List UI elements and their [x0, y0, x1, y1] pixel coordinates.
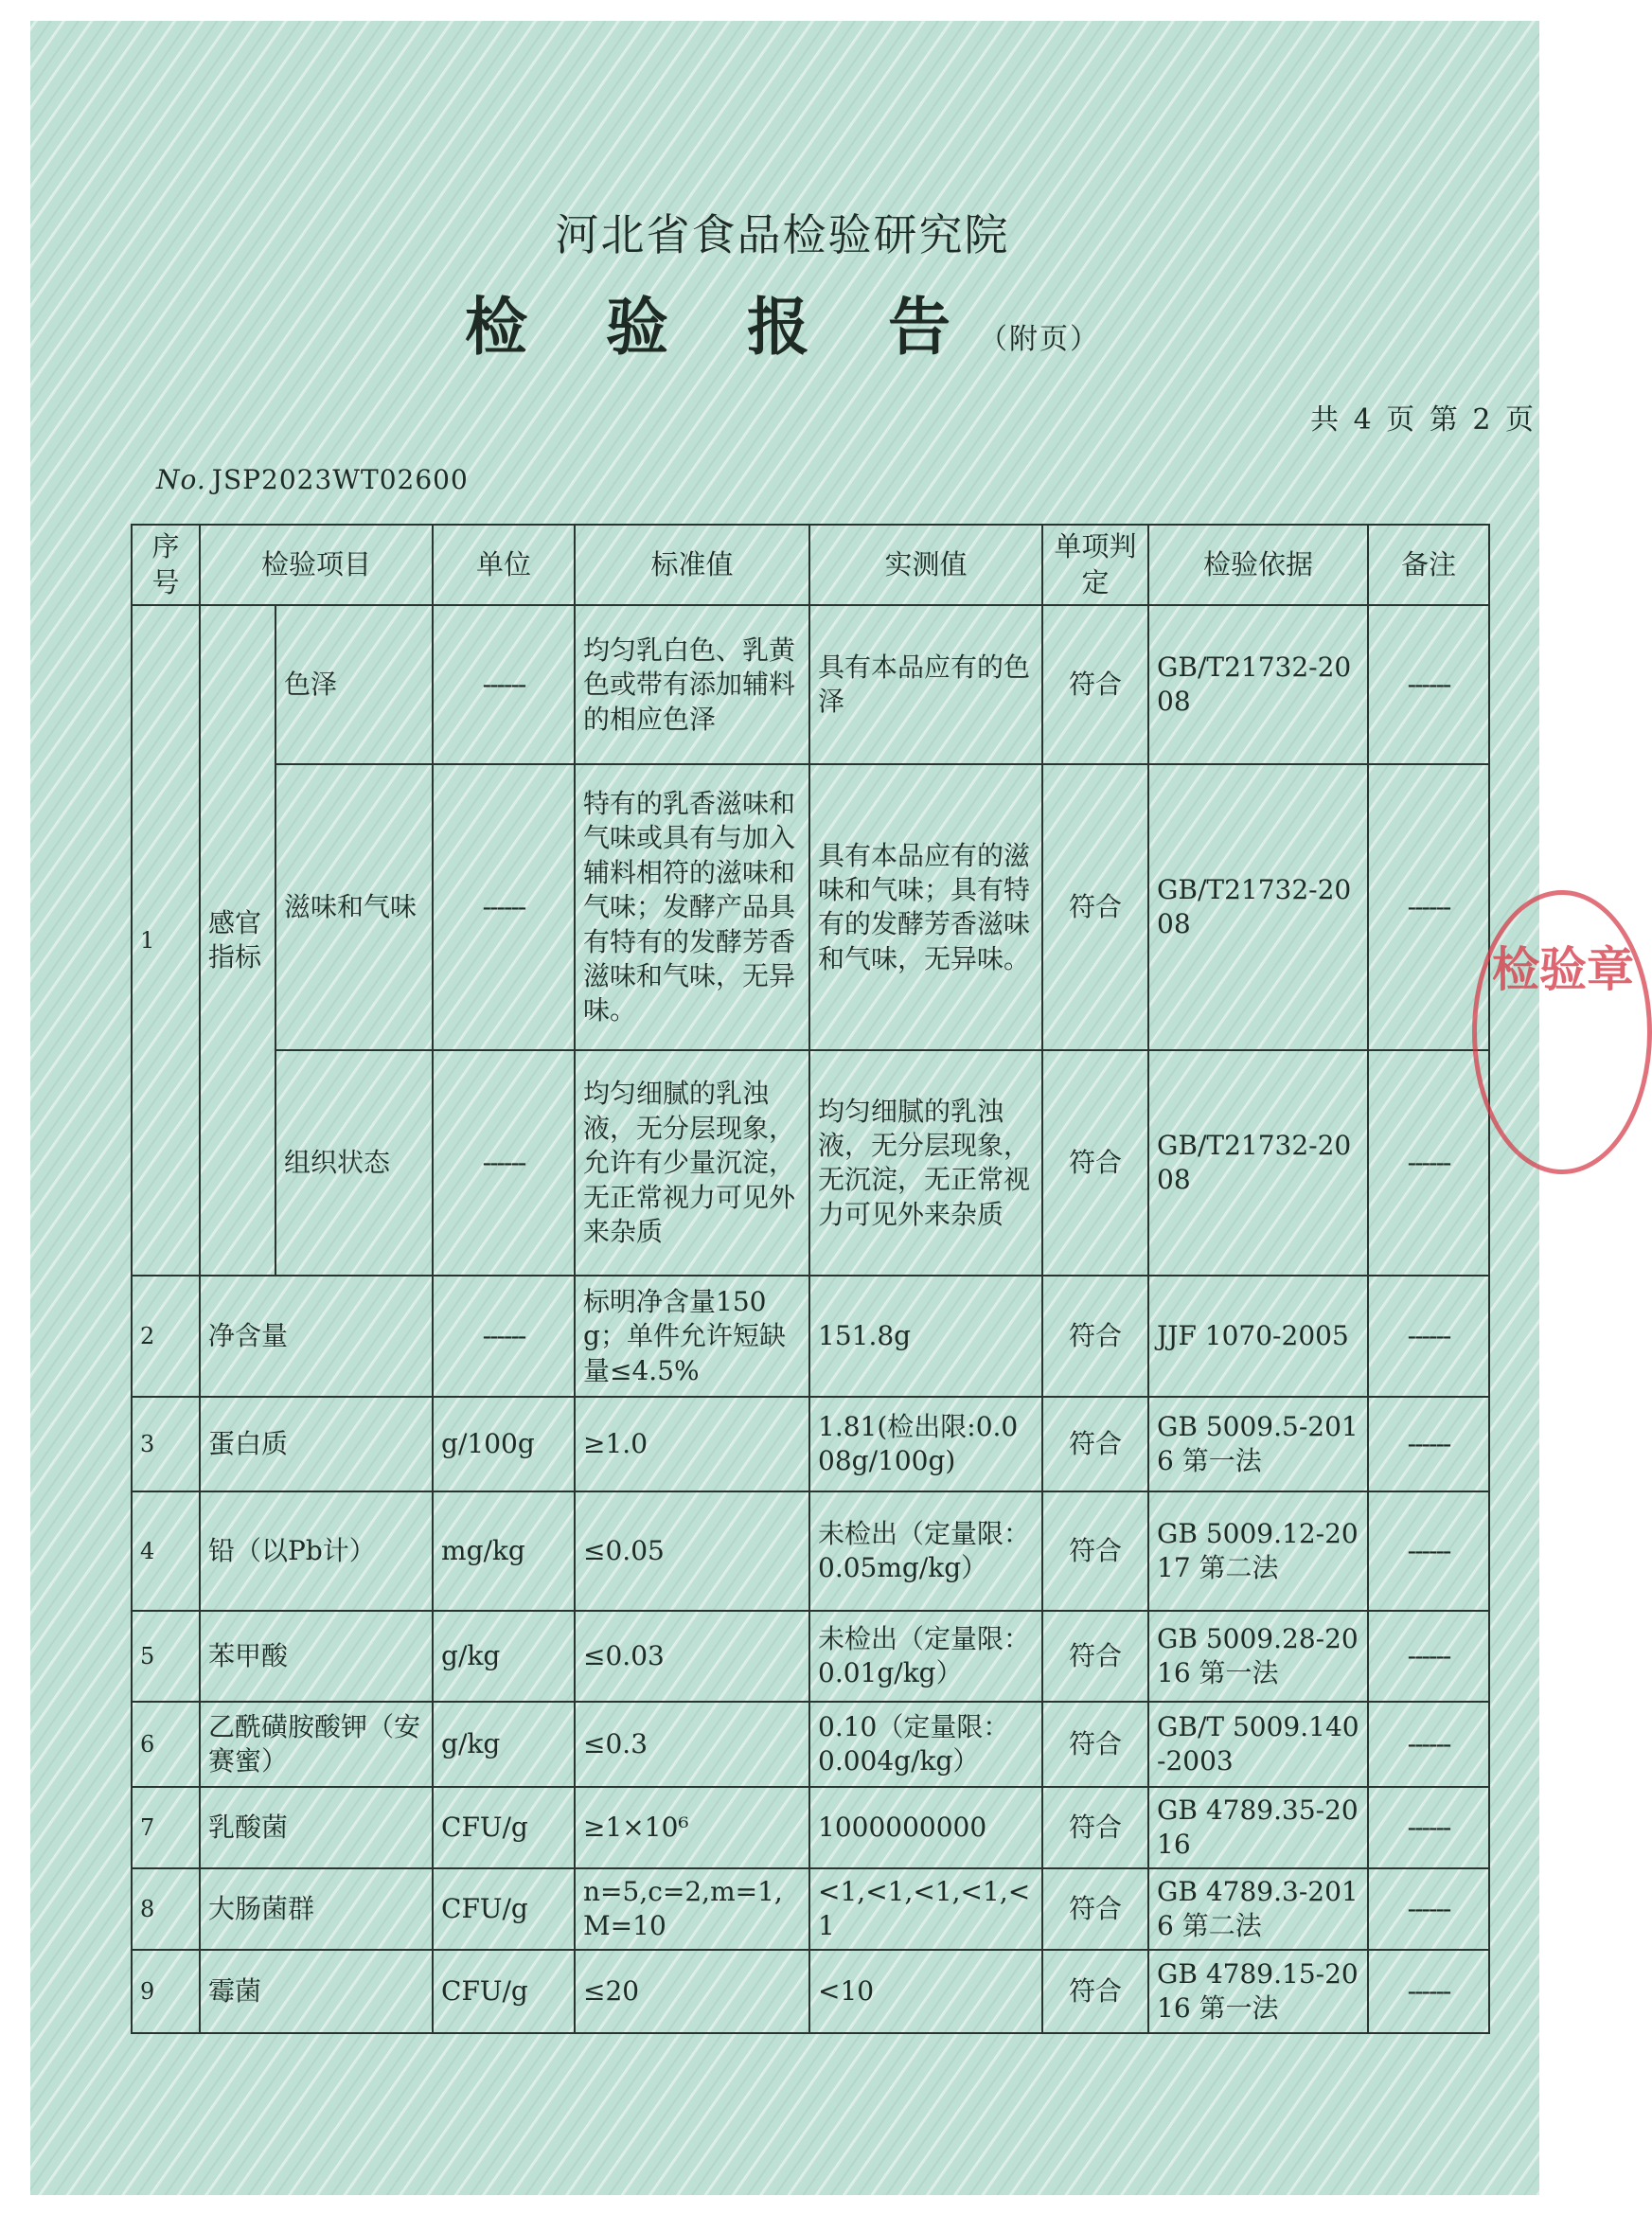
row-seq: 4 — [132, 1491, 200, 1611]
row-judgement: 符合 — [1042, 605, 1148, 764]
row-judgement: 符合 — [1042, 1868, 1148, 1950]
row-basis: GB/T21732-2008 — [1148, 764, 1368, 1050]
row-standard: ≤20 — [575, 1950, 809, 2033]
row-judgement: 符合 — [1042, 1491, 1148, 1611]
row-standard: 标明净含量150g；单件允许短缺量≤4.5% — [575, 1276, 809, 1397]
row-standard: 均匀细腻的乳浊液，无分层现象，允许有少量沉淀，无正常视力可见外来杂质 — [575, 1050, 809, 1276]
row-item: 大肠菌群 — [200, 1868, 433, 1950]
org-name: 河北省食品检验研究院 — [555, 209, 1010, 260]
row-standard: ≤0.05 — [575, 1491, 809, 1611]
row-basis: GB/T 5009.140-2003 — [1148, 1702, 1368, 1787]
page-info: 共 4 页 第 2 页 — [1310, 403, 1537, 437]
row-measured: <1,<1,<1,<1,<1 — [809, 1868, 1042, 1950]
inspection-seal — [1472, 890, 1652, 1174]
row-judgement: 符合 — [1042, 1950, 1148, 2033]
header-remark: 备注 — [1368, 525, 1489, 605]
report-subtitle: （附页） — [978, 323, 1100, 356]
row-unit: ------ — [433, 764, 575, 1050]
row-measured: <10 — [809, 1950, 1042, 2033]
row-standard: n=5,c=2,m=1,M=10 — [575, 1868, 809, 1950]
row-measured: 具有本品应有的色泽 — [809, 605, 1042, 764]
row-remark: ------ — [1368, 1702, 1489, 1787]
row-basis: GB 4789.15-2016 第一法 — [1148, 1950, 1368, 2033]
row-seq: 5 — [132, 1611, 200, 1702]
row-remark: ------ — [1368, 1276, 1489, 1397]
row-remark: ------ — [1368, 764, 1489, 1050]
row-basis: GB 5009.12-2017 第二法 — [1148, 1491, 1368, 1611]
table-row — [132, 764, 1489, 1050]
row-measured: 未检出（定量限：0.01g/kg） — [809, 1611, 1042, 1702]
row-standard: ≥1.0 — [575, 1397, 809, 1491]
row-judgement: 符合 — [1042, 1397, 1148, 1491]
table-row — [132, 1787, 1489, 1868]
row-seq: 9 — [132, 1950, 200, 2033]
row-measured: 151.8g — [809, 1276, 1042, 1397]
seal-text: 检验章 — [1492, 941, 1634, 997]
header-basis: 检验依据 — [1148, 525, 1368, 605]
row-standard: ≤0.3 — [575, 1702, 809, 1787]
row-item: 苯甲酸 — [200, 1611, 433, 1702]
row-item: 霉菌 — [200, 1950, 433, 2033]
table-header-row — [132, 525, 1489, 605]
row-unit: ------ — [433, 605, 575, 764]
row-unit: ------ — [433, 1050, 575, 1276]
report-number-label: No. — [156, 464, 206, 495]
row-unit: g/100g — [433, 1397, 575, 1491]
header-judgement: 单项判定 — [1042, 525, 1148, 605]
row-basis: GB/T21732-2008 — [1148, 1050, 1368, 1276]
row-group: 感官指标 — [200, 605, 275, 1276]
row-seq: 8 — [132, 1868, 200, 1950]
row-basis: GB 4789.3-2016 第二法 — [1148, 1868, 1368, 1950]
row-item: 滋味和气味 — [275, 764, 433, 1050]
table-row — [132, 605, 1489, 764]
row-item: 乙酰磺胺酸钾（安赛蜜） — [200, 1702, 433, 1787]
row-seq: 2 — [132, 1276, 200, 1397]
inspection-table — [131, 524, 1490, 2034]
row-standard: ≤0.03 — [575, 1611, 809, 1702]
row-unit: ------ — [433, 1276, 575, 1397]
table-row — [132, 1397, 1489, 1491]
row-basis: GB 5009.5-2016 第一法 — [1148, 1397, 1368, 1491]
table-row — [132, 1491, 1489, 1611]
row-basis: GB 4789.35-2016 — [1148, 1787, 1368, 1868]
row-unit: g/kg — [433, 1611, 575, 1702]
table-row — [132, 1702, 1489, 1787]
row-standard: 特有的乳香滋味和气味或具有与加入辅料相符的滋味和气味；发酵产品具有特有的发酵芳香滋味和气味，无异味。 — [575, 764, 809, 1050]
header-seq: 序号 — [132, 525, 200, 605]
row-remark: ------ — [1368, 1491, 1489, 1611]
row-remark: ------ — [1368, 1868, 1489, 1950]
row-judgement: 符合 — [1042, 1050, 1148, 1276]
row-item: 蛋白质 — [200, 1397, 433, 1491]
row-unit: CFU/g — [433, 1868, 575, 1950]
row-basis: GB/T21732-2008 — [1148, 605, 1368, 764]
table-row — [132, 1950, 1489, 2033]
row-basis: GB 5009.28-2016 第一法 — [1148, 1611, 1368, 1702]
row-item: 净含量 — [200, 1276, 433, 1397]
row-item: 铅（以Pb计） — [200, 1491, 433, 1611]
row-unit: mg/kg — [433, 1491, 575, 1611]
row-remark: ------ — [1368, 1397, 1489, 1491]
row-measured: 具有本品应有的滋味和气味；具有特有的发酵芳香滋味和气味，无异味。 — [809, 764, 1042, 1050]
row-measured: 1.81(检出限:0.008g/100g) — [809, 1397, 1042, 1491]
row-basis: JJF 1070-2005 — [1148, 1276, 1368, 1397]
row-item: 组织状态 — [275, 1050, 433, 1276]
table-row — [132, 1611, 1489, 1702]
report-number-value: JSP2023WT02600 — [211, 464, 469, 495]
header-measured: 实测值 — [809, 525, 1042, 605]
row-remark: ------ — [1368, 1611, 1489, 1702]
row-item: 乳酸菌 — [200, 1787, 433, 1868]
row-item: 色泽 — [275, 605, 433, 764]
header-standard: 标准值 — [575, 525, 809, 605]
report-number — [156, 464, 469, 495]
table-row — [132, 1868, 1489, 1950]
row-standard: 均匀乳白色、乳黄色或带有添加辅料的相应色泽 — [575, 605, 809, 764]
row-measured: 0.10（定量限：0.004g/kg） — [809, 1702, 1042, 1787]
row-remark: ------ — [1368, 605, 1489, 764]
table-row — [132, 1050, 1489, 1276]
report-title-text: 检 验 报 告 — [465, 290, 979, 364]
report-title — [0, 277, 1565, 366]
row-measured: 均匀细腻的乳浊液，无分层现象，无沉淀，无正常视力可见外来杂质 — [809, 1050, 1042, 1276]
row-remark: ------ — [1368, 1950, 1489, 2033]
row-judgement: 符合 — [1042, 1276, 1148, 1397]
row-standard: ≥1×10⁶ — [575, 1787, 809, 1868]
table-row — [132, 1276, 1489, 1397]
row-measured: 未检出（定量限：0.05mg/kg） — [809, 1491, 1042, 1611]
row-remark: ------ — [1368, 1050, 1489, 1276]
row-seq: 6 — [132, 1702, 200, 1787]
row-seq: 3 — [132, 1397, 200, 1491]
row-judgement: 符合 — [1042, 1787, 1148, 1868]
header-item: 检验项目 — [200, 525, 433, 605]
row-judgement: 符合 — [1042, 764, 1148, 1050]
row-judgement: 符合 — [1042, 1702, 1148, 1787]
row-judgement: 符合 — [1042, 1611, 1148, 1702]
row-unit: CFU/g — [433, 1787, 575, 1868]
row-measured: 1000000000 — [809, 1787, 1042, 1868]
header-unit: 单位 — [433, 525, 575, 605]
row-seq: 1 — [132, 605, 200, 1276]
row-remark: ------ — [1368, 1787, 1489, 1868]
row-unit: CFU/g — [433, 1950, 575, 2033]
row-seq: 7 — [132, 1787, 200, 1868]
row-unit: g/kg — [433, 1702, 575, 1787]
